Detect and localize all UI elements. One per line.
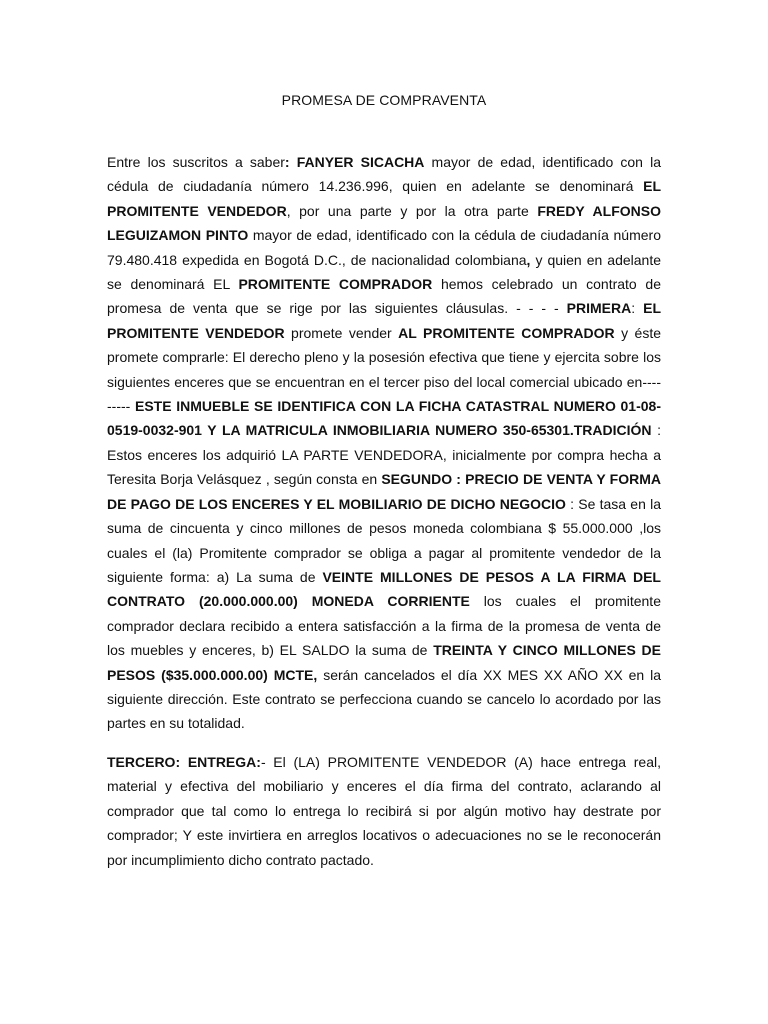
text-run: - El (LA) PROMITENTE VENDEDOR (A) hace entrega real, material y efectiva del mobiliario y enceres el día firma del contrato, aclarando al comprador que tal como lo entrega lo recibirá si por algún motivo hay destrate por comprador; Y este invirtiera en arreglos locativos o adecuaciones no se le reconocerán por incumplimiento dicho contrato pactado. (107, 754, 661, 868)
bold-run: FREDY ALFONSO LEGUIZAMON PINTO (107, 202, 661, 244)
text-run: mayor de edad, identificado con la cédula de ciudadanía número 14.236.996, quien en adelante se denominará (107, 154, 661, 195)
text-run: y quien en adelante se denominará EL (107, 251, 661, 293)
bold-run: EL PROMITENTE VENDEDOR (107, 178, 661, 219)
text-run: hemos celebrado un contrato de promesa de venta que se rige por las siguientes cláusulas. - - - - (107, 276, 661, 317)
bold-run: PROMITENTE COMPRADOR (238, 276, 433, 293)
bold-run: , (526, 251, 531, 268)
document-title: PROMESA DE COMPRAVENTA (281, 92, 487, 108)
text-run: , por una parte y por la otra parte (286, 202, 538, 219)
bold-run: AL PROMITENTE COMPRADOR (398, 324, 615, 341)
bold-run: SEGUNDO : PRECIO DE VENTA Y FORMA DE PAGO DE LOS ENCERES Y EL MOBILIARIO DE DICHO NEGOCIO (107, 471, 661, 512)
text-run: los cuales el promitente comprador declara recibido a entera satisfacción a la firma de la promesa de venta de los muebles y enceres, b) EL SALDO la suma de (107, 593, 661, 659)
text-run: : Se tasa en la suma de cincuenta y cinco millones de pesos moneda colombiana $ 55.000.000 ,los cuales el (la) Promitente comprador se obliga a pagar al promitente vendedor de la siguiente forma: a) La suma de (107, 495, 661, 585)
bold-run: PRIMERA (566, 300, 632, 317)
text-run: serán cancelados el día XX MES XX AÑO XX en la siguiente dirección. Este contrato se perfecciona cuando se cancelo lo acordado por las partes en su totalidad. (107, 666, 661, 732)
text-run: promete vender (284, 324, 399, 341)
bold-run: ESTE INMUEBLE SE IDENTIFICA CON LA FICHA CATASTRAL NUMERO 01-08-0519-0032-901 Y LA MATRICULA INMOBILIARIA NUMERO 350-65301.TRADICIÓN (107, 398, 661, 439)
bold-run: : FANYER SICACHA (284, 154, 425, 170)
contract-paragraph-delivery (107, 750, 661, 872)
bold-run: VEINTE MILLONES DE PESOS A LA FIRMA DEL CONTRATO (20.000.000.00) MONEDA CORRIENTE (107, 568, 661, 610)
contract-paragraph-main (107, 150, 661, 736)
bold-run: TREINTA Y CINCO MILLONES DE PESOS ($35.000.000.00) MCTE, (107, 642, 661, 683)
text-run: : (631, 300, 644, 317)
text-run: mayor de edad, identificado con la cédula de ciudadanía número 79.480.418 expedida en Bogotá D.C., de nacionalidad colombiana (107, 227, 661, 268)
bold-run: TERCERO: ENTREGA: (107, 754, 261, 770)
bold-run: EL PROMITENTE VENDEDOR (107, 300, 662, 341)
text-run: : Estos enceres los adquirió LA PARTE VENDEDORA, inicialmente por compra hecha a Teresita Borja Velásquez , según consta en (107, 422, 662, 488)
text-run: Entre los suscritos a saber (107, 154, 285, 170)
text-run: y éste promete comprarle: El derecho pleno y la posesión efectiva que tiene y ejercita sobre los siguientes enceres que se encuentran en el tercer piso del local comercial ubicado en--------- (107, 324, 661, 415)
